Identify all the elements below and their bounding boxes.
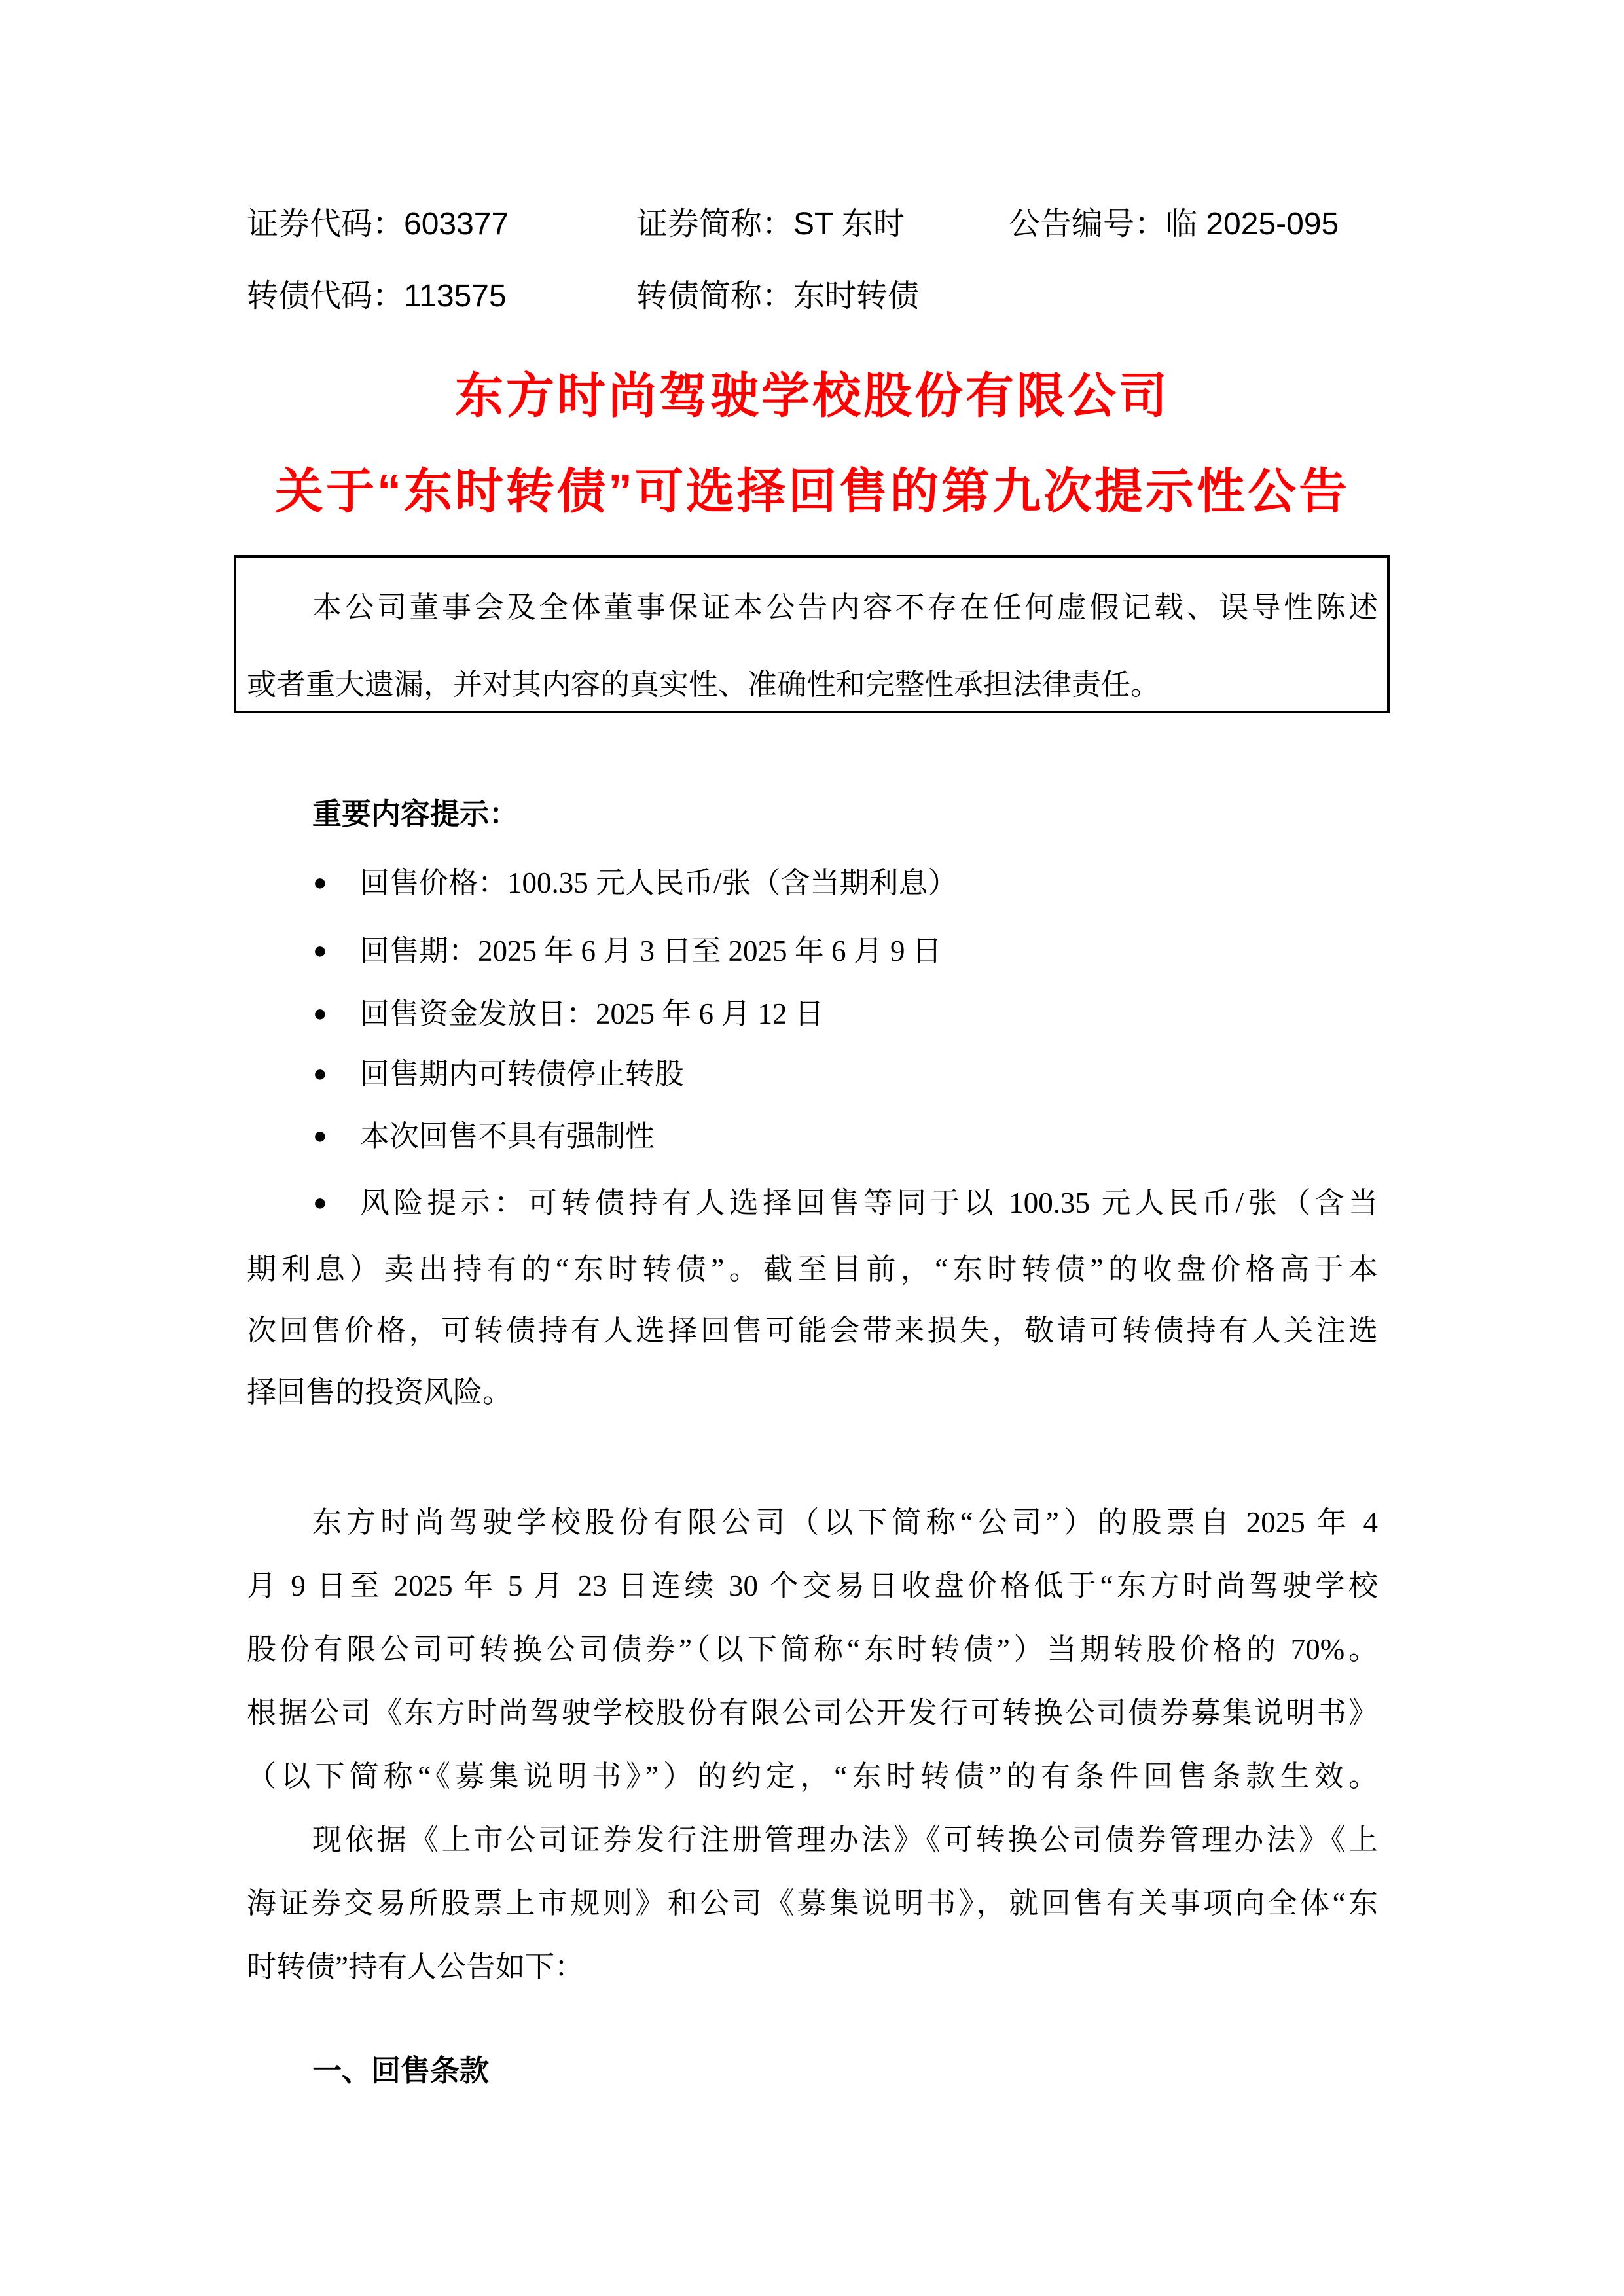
bullet-item-price: 回售价格：100.35 元人民币/张（含当期利息）: [360, 867, 958, 899]
announcement-no-value: 临 2025-095: [1166, 207, 1339, 242]
announcement-no-label: 公告编号：: [1009, 207, 1166, 242]
risk-line-3: 次回售价格，可转债持有人选择回售可能会带来损失，敬请可转债持有人关注选: [247, 1314, 1378, 1347]
notice-heading: 重要内容提示：: [312, 798, 519, 831]
bullet-dot-icon: ●: [313, 937, 327, 963]
bullet-item-period: 回售期：2025 年 6 月 3 日至 2025 年 6 月 9 日: [360, 935, 942, 967]
stock-abbr-label: 证券简称：: [636, 207, 794, 242]
announcement-title: 关于“东时转债”可选择回售的第九次提示性公告: [275, 464, 1350, 518]
risk-line-4: 择回售的投资风险。: [247, 1376, 513, 1408]
disclaimer-line-2: 或者重大遗漏，并对其内容的真实性、准确性和完整性承担法律责任。: [247, 668, 1161, 701]
bullet-dot-icon: ●: [313, 1060, 327, 1086]
paragraph-2-line-3: 时转债”持有人公告如下：: [247, 1950, 584, 1983]
bullet-item-conversion-stop: 回售期内可转债停止转股: [360, 1058, 685, 1090]
bond-code-value: 113575: [404, 279, 507, 314]
header-line-1-col-3: [1009, 204, 1339, 245]
bullet-dot-icon: ●: [313, 869, 327, 895]
stock-code-label: 证券代码：: [247, 207, 405, 242]
bond-code-label: 转债代码：: [247, 279, 405, 314]
paragraph-2-line-1: 现依据《上市公司证券发行注册管理办法》《可转换公司债券管理办法》《上: [312, 1823, 1378, 1856]
header-line-2-col-2: [636, 276, 919, 317]
disclaimer-line-1: 本公司董事会及全体董事保证本公告内容不存在任何虚假记载、误导性陈述: [312, 591, 1378, 624]
stock-abbr-value: ST 东时: [793, 207, 905, 242]
section-heading-repurchase-terms: 一、回售条款: [312, 2054, 490, 2087]
paragraph-1-line-5: （以下简称“《募集说明书》”）的约定，“东时转债”的有条件回售条款生效。: [247, 1760, 1378, 1793]
risk-line-2: 期利息）卖出持有的“东时转债”。截至目前，“东时转债”的收盘价格高于本: [247, 1253, 1378, 1285]
paragraph-1-line-3: 股份有限公司可转换公司债券”（以下简称“东时转债”）当期转股价格的 70%。: [247, 1633, 1378, 1666]
bullet-dot-icon: ●: [313, 1189, 327, 1215]
bullet-item-payment-date: 回售资金发放日：2025 年 6 月 12 日: [360, 997, 824, 1030]
bullet-dot-icon: ●: [313, 1000, 327, 1026]
paragraph-1-line-2: 月 9 日至 2025 年 5 月 23 日连续 30 个交易日收盘价格低于“东方时尚驾驶学校: [247, 1570, 1378, 1602]
paragraph-1-line-4: 根据公司《东方时尚驾驶学校股份有限公司公开发行可转换公司债券募集说明书》: [247, 1696, 1378, 1729]
header-line-2-col-1: [247, 276, 507, 317]
bond-abbr-value: 东时转债: [793, 279, 920, 314]
bullet-item-non-mandatory: 本次回售不具有强制性: [360, 1120, 655, 1153]
company-title: 东方时尚驾驶学校股份有限公司: [455, 368, 1170, 423]
bond-abbr-label: 转债简称：: [636, 279, 794, 314]
stock-code-value: 603377: [404, 207, 509, 242]
bullet-item-risk: 风险提示：可转债持有人选择回售等同于以 100.35 元人民币/张（含当: [360, 1187, 1378, 1219]
header-line-1-col-2: [636, 204, 905, 245]
paragraph-2-line-2: 海证券交易所股票上市规则》和公司《募集说明书》，就回售有关事项向全体“东: [247, 1887, 1378, 1920]
header-line-1-col-1: [247, 204, 509, 245]
bullet-dot-icon: ●: [313, 1122, 327, 1149]
paragraph-1-line-1: 东方时尚驾驶学校股份有限公司（以下简称“公司”）的股票自 2025 年 4: [312, 1506, 1378, 1539]
